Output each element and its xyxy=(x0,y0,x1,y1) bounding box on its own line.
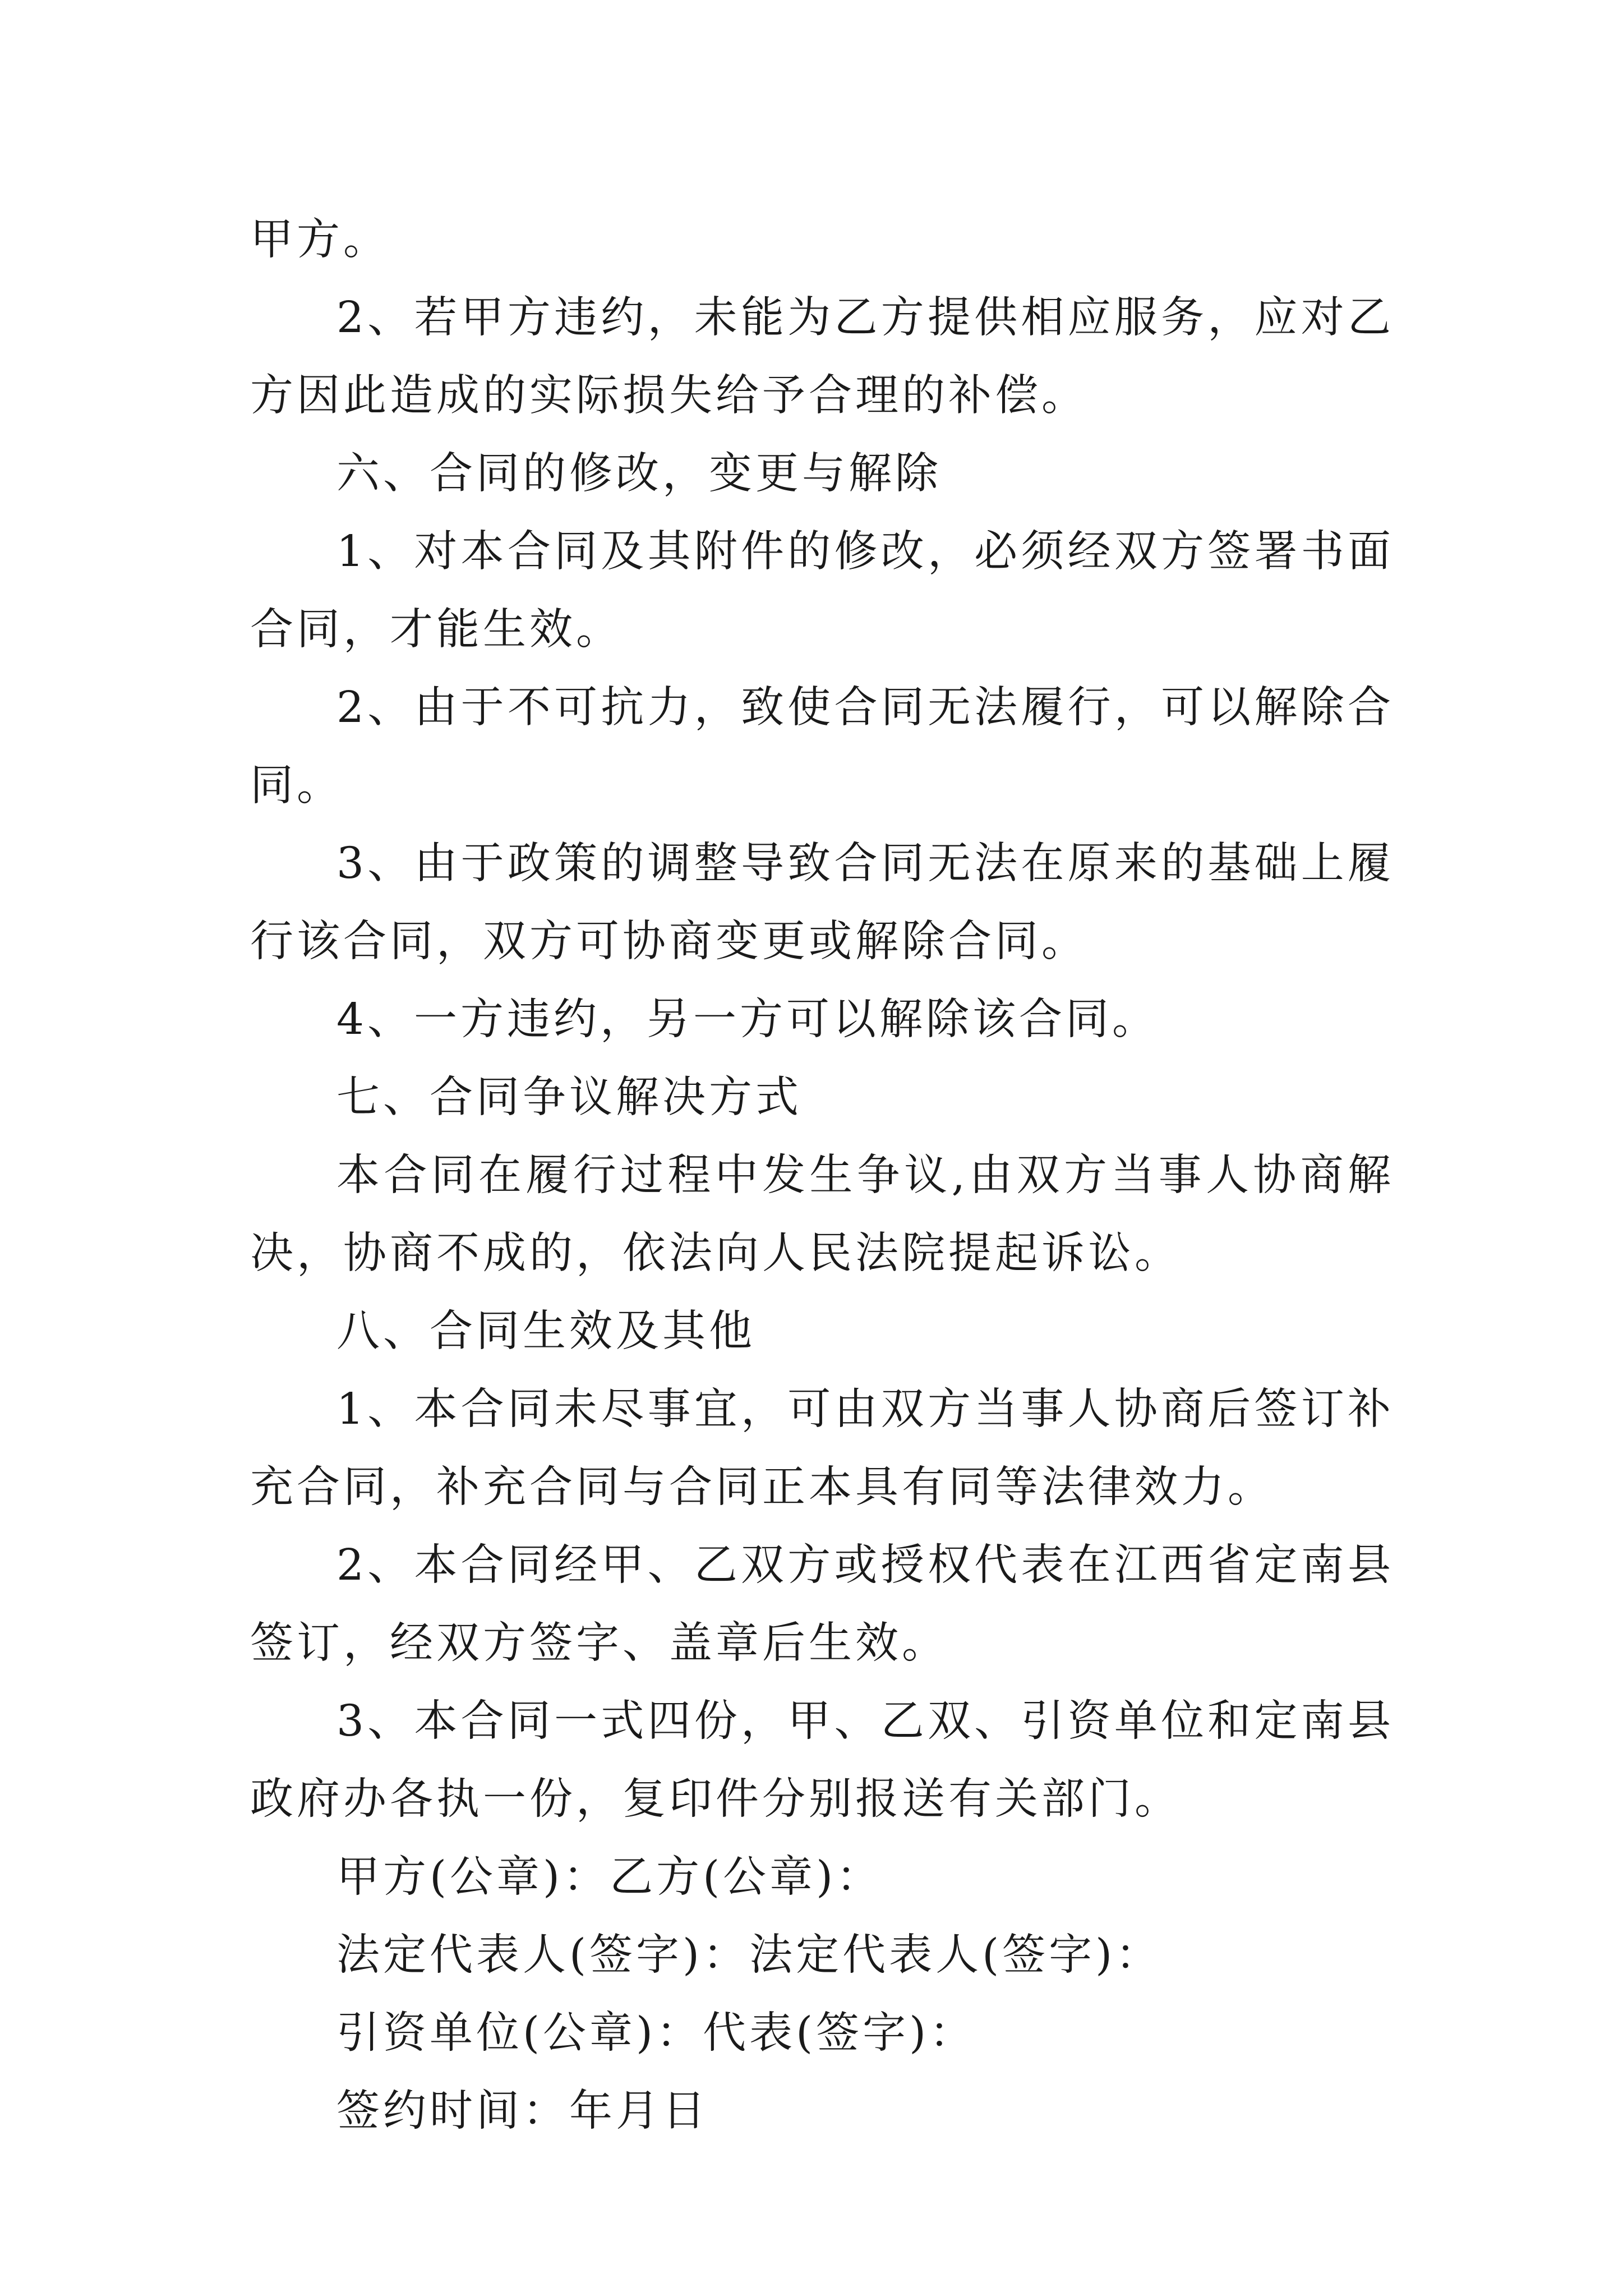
signature-line-investment-unit: 引资单位(公章)：代表(签字)： xyxy=(336,2008,976,2058)
section-heading-7: 七、合同争议解决方式 xyxy=(336,1073,802,1122)
paragraph-continuation: 甲方。 xyxy=(250,215,390,265)
paragraph-clause-7: 本合同在履行过程中发生争议,由双方当事人协商解决，协商不成的，依法向人民法院提起诉讼。 xyxy=(250,1151,1394,1278)
paragraph-clause-5-2: 2、若甲方违约，未能为乙方提供相应服务，应对乙方因此造成的实际损失给予合理的补偿。 xyxy=(250,293,1394,421)
signature-line-legal-representatives: 法定代表人(签字)：法定代表人(签字)： xyxy=(336,1930,1163,1980)
paragraph-clause-8-3: 3、本合同一式四份，甲、乙双、引资单位和定南县政府办各执一份，复印件分别报送有关部门。 xyxy=(250,1696,1394,1824)
section-heading-8: 八、合同生效及其他 xyxy=(336,1306,755,1356)
paragraph-clause-6-1: 1、对本合同及其附件的修改，必须经双方签署书面合同，才能生效。 xyxy=(250,527,1394,655)
contract-text-body xyxy=(250,201,1394,2150)
signature-line-party-seals: 甲方(公章)：乙方(公章)： xyxy=(336,1852,883,1902)
paragraph-clause-6-3: 3、由于政策的调整导致合同无法在原来的基础上履行该合同，双方可协商变更或解除合同。 xyxy=(250,839,1394,967)
paragraph-clause-6-4: 4、一方违约，另一方可以解除该合同。 xyxy=(336,995,1159,1045)
paragraph-clause-8-1: 1、本合同未尽事宜，可由双方当事人协商后签订补充合同，补充合同与合同正本具有同等法律效力。 xyxy=(250,1384,1394,1512)
paragraph-clause-6-2: 2、由于不可抗力，致使合同无法履行，可以解除合同。 xyxy=(250,683,1394,811)
signing-date-line: 签约时间：年月日 xyxy=(336,2086,709,2136)
section-heading-6: 六、合同的修改，变更与解除 xyxy=(336,449,942,499)
paragraph-clause-8-2: 2、本合同经甲、乙双方或授权代表在江西省定南县签订，经双方签字、盖章后生效。 xyxy=(250,1540,1394,1668)
